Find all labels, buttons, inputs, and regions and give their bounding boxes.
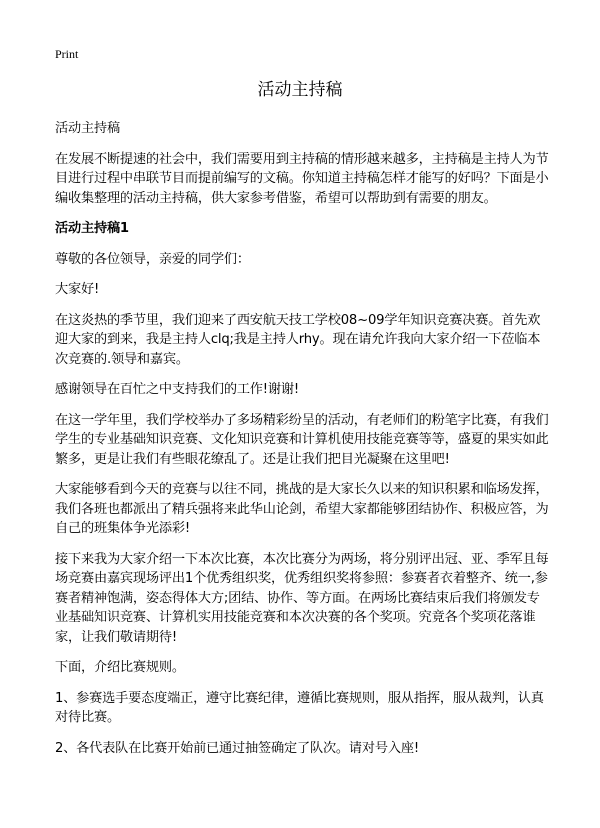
print-label: Print <box>55 47 79 61</box>
intro-paragraph: 在发展不断提速的社会中，我们需要用到主持稿的情形越来越多，主持稿是主持人为节目进行过程中串联节目而提前编写的文稿。你知道主持稿怎样才能写的好吗？下面是小编收集整理的活动主持稿，供大家参考借鉴，希望可以帮助到有需要的朋友。 <box>55 151 549 206</box>
rules-intro-paragraph: 下面，介绍比赛规则。 <box>55 660 185 675</box>
introduction-paragraph: 接下来我为大家介绍一下本次比赛，本次比赛分为两场，将分别评出冠、亚、季军且每场竞赛由嘉宾现场评出1个优秀组织奖，优秀组织奖将参照：参赛者衣着整齐、统一,参赛者精神饱满，姿态得体大方;团结、协作、等方面。在两场比赛结束后我们将颁发专业基础知识竞赛、计算机实用技能竞赛和本次决赛的各个奖项。究竟各个奖项花落谁家，让我们敬请期待! <box>55 551 549 645</box>
intro-heading: 活动主持稿 <box>55 121 120 136</box>
document-title: 活动主持稿 <box>257 80 343 100</box>
rule-1-paragraph: 1、参赛选手要态度端正，遵守比赛纪律，遵循比赛规则，服从指挥，服从裁判，认真对待比赛。 <box>55 690 544 725</box>
thanks-paragraph: 感谢领导在百忙之中支持我们的工作!谢谢! <box>55 382 299 397</box>
document-body <box>55 119 551 769</box>
competition-paragraph: 大家能够看到今天的竞赛与以往不同，挑战的是大家长久以来的知识积累和临场发挥，我们各班也都派出了精兵强将来此华山论剑，希望大家都能够团结协作、积极应答，为自己的班集体争光添彩! <box>55 482 549 536</box>
activities-paragraph: 在这一学年里，我们学校举办了多场精彩纷呈的活动，有老师们的粉笔字比赛，有我们学生的专业基础知识竞赛、文化知识竞赛和计算机使用技能竞赛等等，盛夏的果实如此繁多，更是让我们有些眼花缭乱了。还是让我们把目光凝聚在这里吧! <box>55 412 549 467</box>
greeting-paragraph: 尊敬的各位领导，亲爱的同学们： <box>55 251 250 267</box>
hello-paragraph: 大家好! <box>55 282 100 297</box>
welcome-paragraph: 在这炎热的季节里，我们迎来了西安航天技工学校08~09学年知识竞赛决赛。首先欢迎大家的到来，我是主持人clq;我是主持人rhy。现在请允许我向大家介绍一下莅临本次竞赛的.领导和嘉宾。 <box>55 312 541 367</box>
rule-2-paragraph: 2、各代表队在比赛开始前已通过抽签确定了队次。请对号入座! <box>55 740 419 756</box>
section-heading: 活动主持稿1 <box>55 221 129 236</box>
